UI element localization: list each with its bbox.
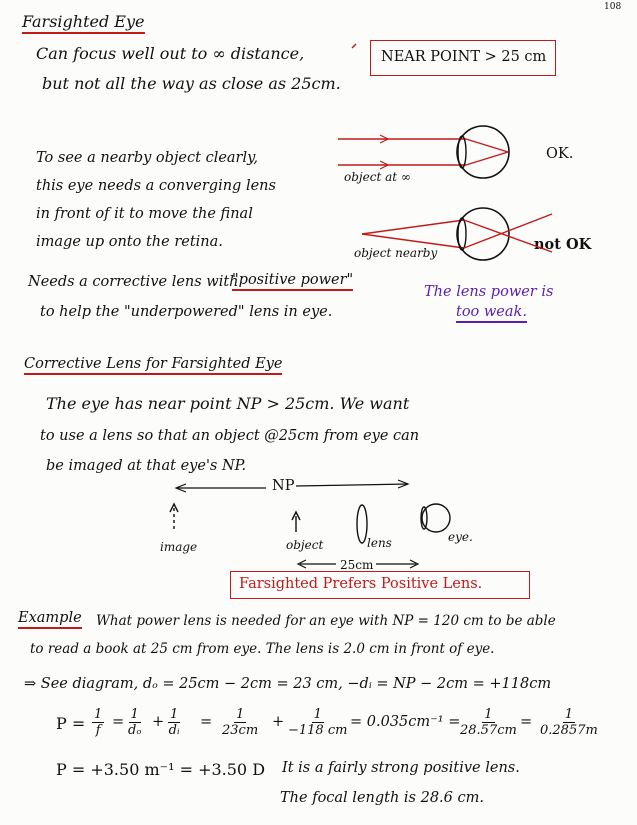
- np-label: NP: [272, 478, 295, 494]
- np-arrow: [176, 480, 408, 492]
- object-label: object: [286, 538, 324, 552]
- ray-top-refract-1: [466, 139, 508, 152]
- section1-line-1: To see a nearby object clearly,: [36, 150, 259, 166]
- conclusion-2: The focal length is 28.6 cm.: [280, 790, 484, 806]
- tick-mark: [352, 44, 356, 48]
- status-not-ok: not OK: [534, 236, 592, 253]
- lens-label: lens: [367, 536, 392, 550]
- frac-1-over-28cm: $\frac{1}{28.57cm}$: [460, 707, 517, 738]
- image-label: image: [160, 540, 198, 554]
- near-point-text: NEAR POINT > 25 cm: [381, 49, 547, 65]
- boxed-title: Farsighted Prefers Positive Lens.: [239, 576, 483, 592]
- corrective-lens: [357, 505, 367, 543]
- eq-plus-2: +: [272, 714, 285, 730]
- frac-1-over-f: $\frac{1}{f}$: [94, 707, 103, 738]
- ray-bottom-2: [362, 234, 464, 248]
- page-title: Farsighted Eye: [22, 12, 145, 34]
- example-line-2: to read a book at 25 cm from eye. The lens is 2.0 cm in front of eye.: [30, 641, 495, 657]
- ray-bottom-1: [362, 220, 464, 234]
- diagram-line: ⇒ See diagram, dₒ = 25cm − 2cm = 23 cm, −dᵢ = NP − 2cm = +118cm: [24, 676, 552, 692]
- status-ok: OK.: [546, 146, 574, 162]
- eq-plus-1: +: [152, 714, 165, 730]
- ray-top-refract-2: [466, 152, 508, 165]
- page-number: 108: [604, 2, 622, 12]
- section2-title: Corrective Lens for Farsighted Eye: [24, 356, 282, 375]
- eq-p: P =: [56, 714, 86, 733]
- eq-equals-2: =: [200, 714, 213, 730]
- needs-line-1-prefix: Needs a corrective lens with: [28, 274, 239, 290]
- needs-line-2: to help the "underpowered" lens in eye.: [40, 304, 333, 320]
- section1-line-2: this eye needs a converging lens: [36, 178, 276, 194]
- section1-line-4: image up onto the retina.: [36, 234, 223, 250]
- example-line-1: What power lens is needed for an eye with NP = 120 cm to be able: [96, 613, 556, 629]
- label-object-at-infinity: object at ∞: [344, 170, 411, 184]
- eq-equals-3: =: [520, 714, 533, 730]
- header-line-2: but not all the way as close as 25cm.: [42, 74, 341, 93]
- positive-power-text: "positive power": [232, 272, 353, 291]
- image-arrow: [170, 504, 178, 530]
- section1-line-3: in front of it to move the final: [36, 206, 253, 222]
- eye-diagram-bottom: [362, 208, 552, 260]
- frac-1-over-do: $\frac{1}{\text{dₒ}}$: [128, 707, 142, 738]
- frac-1-over-minus-118cm: $\frac{1}{-118 cm}$: [288, 707, 348, 738]
- frac-1-over-23cm: $\frac{1}{23cm}$: [222, 707, 259, 738]
- object-arrow: [292, 512, 300, 532]
- eq-equals-1: =: [112, 714, 125, 730]
- eye-diagram-top: [338, 126, 509, 178]
- eye-small: [421, 504, 450, 532]
- note-line-2: too weak.: [456, 304, 527, 323]
- distance-arrow: [298, 560, 418, 568]
- example-label: Example: [18, 610, 82, 629]
- section2-line-3: be imaged at that eye's NP.: [46, 458, 247, 474]
- note-line-1: The lens power is: [424, 284, 554, 300]
- eye-lens: [458, 136, 466, 168]
- frac-1-over-0285m: $\frac{1}{0.2857m}$: [540, 707, 598, 738]
- eq-value-mid: = 0.035cm⁻¹ =: [350, 714, 461, 730]
- label-object-nearby: object nearby: [354, 246, 438, 260]
- distance-label: 25cm: [340, 558, 374, 572]
- frac-1-over-di: $\frac{1}{\text{dᵢ}}$: [168, 707, 180, 738]
- section2-line-1: The eye has near point NP > 25cm. We want: [46, 394, 410, 413]
- header-line-1: Can focus well out to ∞ distance,: [36, 44, 305, 63]
- eye-label: eye.: [448, 530, 473, 544]
- result-line: P = +3.50 m⁻¹ = +3.50 D: [56, 760, 266, 779]
- eye-lens: [458, 218, 466, 250]
- section2-line-2: to use a lens so that an object @25cm from eye can: [40, 428, 420, 444]
- eyeball-circle: [457, 126, 509, 178]
- conclusion-1: It is a fairly strong positive lens.: [282, 760, 520, 776]
